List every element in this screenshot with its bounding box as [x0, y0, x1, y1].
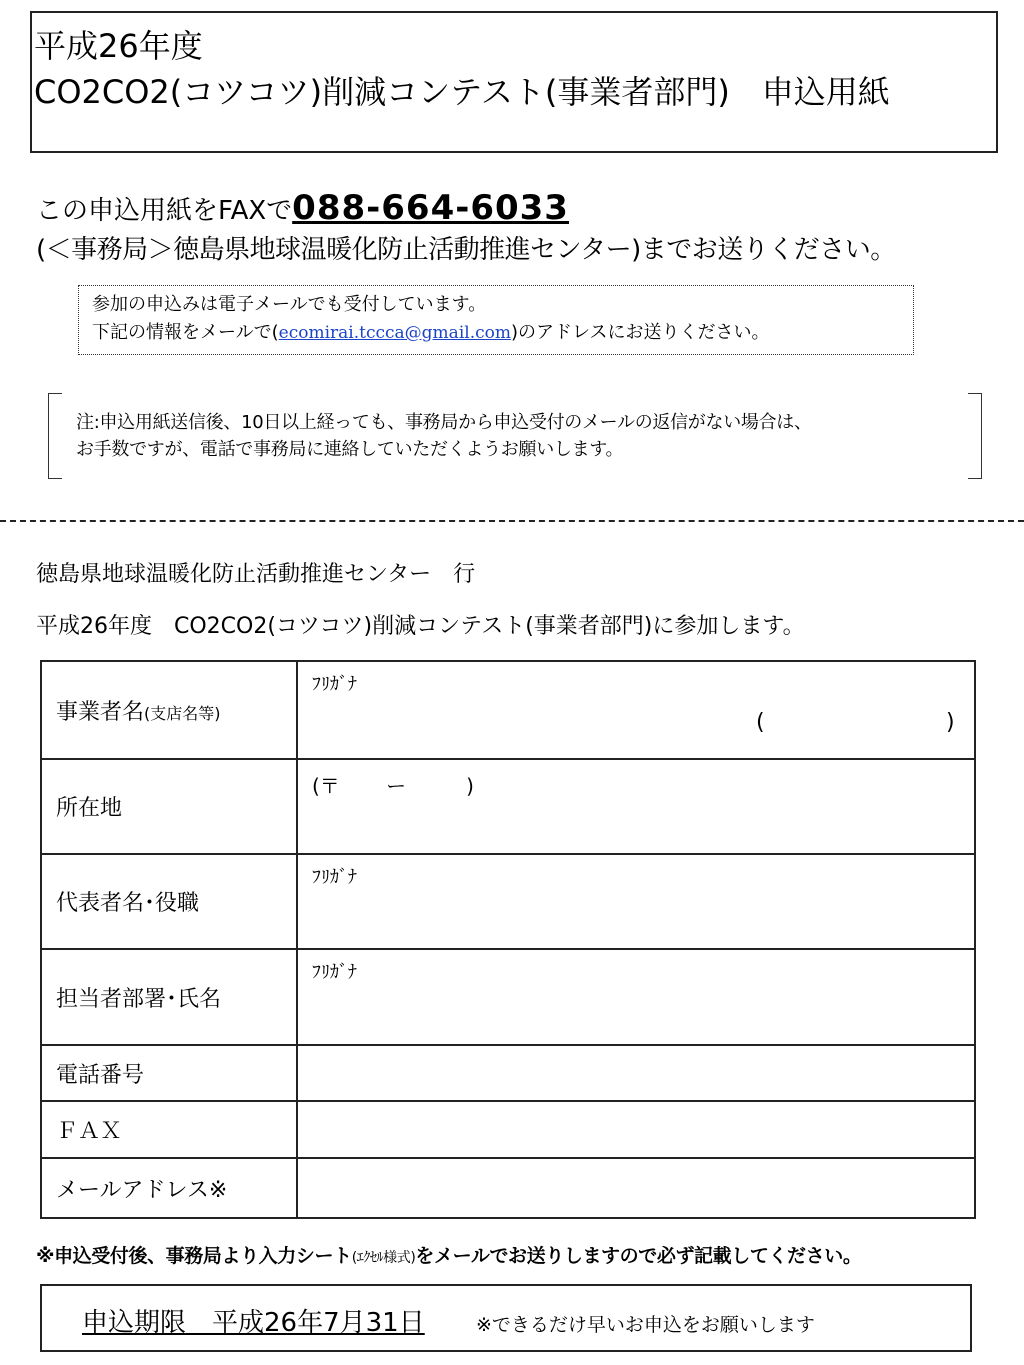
table-row-fax — [41, 1101, 975, 1158]
contact-person-label: 担当者部署･氏名 — [41, 949, 297, 1045]
postal-code-placeholder: (〒 ー ) — [312, 774, 474, 798]
required-note: ※申込受付後、事務局より入力シート(ｴｸｾﾙ様式)をメールでお送りしますので必ず記載してください。 — [36, 1245, 862, 1267]
bracket-left — [48, 393, 62, 479]
table-row-contact — [41, 949, 975, 1045]
fax-number: 088-664-6033 — [292, 188, 569, 228]
page-title-year: 平成26年度 — [34, 27, 203, 65]
fax-label: ＦＡＸ — [41, 1101, 297, 1158]
representative-label: 代表者名･役職 — [41, 854, 297, 949]
fax-field[interactable] — [297, 1101, 975, 1158]
furigana-label: ﾌﾘｶﾞﾅ — [312, 867, 357, 888]
application-form-table — [40, 660, 976, 1219]
office-line: (＜事務局＞徳島県地球温暖化防止活動推進センター)までお送りください。 — [36, 235, 896, 265]
bracket-right — [968, 393, 982, 479]
company-name-label: 事業者名(支店名等) — [41, 661, 297, 759]
table-row-address — [41, 759, 975, 854]
email-note-line2 — [92, 320, 769, 346]
caution-line2: お手数ですが、電話で事務局に連絡していただくようお願いします。 — [76, 439, 624, 460]
fax-instruction-prefix: この申込用紙をFAXで — [36, 196, 293, 226]
participation-statement: 平成26年度 CO2CO2(コツコツ)削減コンテスト(事業者部門)に参加します。 — [36, 614, 805, 639]
table-row-email — [41, 1158, 975, 1218]
deadline-date: 申込期限 平成26年7月31日 — [82, 1308, 425, 1338]
branch-paren-open: ( — [756, 710, 765, 735]
email-field[interactable] — [297, 1158, 975, 1218]
deadline-note: ※できるだけ早いお申込をお願いします — [476, 1314, 815, 1336]
branch-paren-close: ) — [946, 710, 955, 735]
table-row-company — [41, 661, 975, 759]
addressee: 徳島県地球温暖化防止活動推進センター 行 — [36, 562, 476, 587]
address-field[interactable] — [297, 759, 975, 854]
address-label: 所在地 — [41, 759, 297, 854]
email-link[interactable]: ecomirai.tccca@gmail.com — [278, 323, 511, 343]
phone-field[interactable] — [297, 1045, 975, 1101]
excel-format-note: (ｴｸｾﾙ様式) — [351, 1250, 416, 1266]
phone-label: 電話番号 — [41, 1045, 297, 1101]
email-note-suffix: )のアドレスにお送りください。 — [510, 322, 770, 343]
company-name-field[interactable] — [297, 661, 975, 759]
cut-line — [0, 520, 1024, 522]
email-note-prefix: 下記の情報をメールで( — [92, 322, 279, 343]
fax-instruction — [36, 188, 569, 231]
caution-line1: 注:申込用紙送信後、10日以上経っても、事務局から申込受付のメールの返信がない場合は、 — [76, 412, 812, 433]
branch-label: (支店名等) — [144, 703, 221, 723]
email-note-line1: 参加の申込みは電子メールでも受付しています。 — [92, 294, 487, 315]
page-title: CO2CO2(コツコツ)削減コンテスト(事業者部門) 申込用紙 — [34, 73, 890, 111]
table-row-representative — [41, 854, 975, 949]
representative-field[interactable] — [297, 854, 975, 949]
furigana-label: ﾌﾘｶﾞﾅ — [312, 674, 357, 695]
email-label: メールアドレス※ — [41, 1158, 297, 1218]
table-row-phone — [41, 1045, 975, 1101]
contact-person-field[interactable] — [297, 949, 975, 1045]
furigana-label: ﾌﾘｶﾞﾅ — [312, 962, 357, 983]
